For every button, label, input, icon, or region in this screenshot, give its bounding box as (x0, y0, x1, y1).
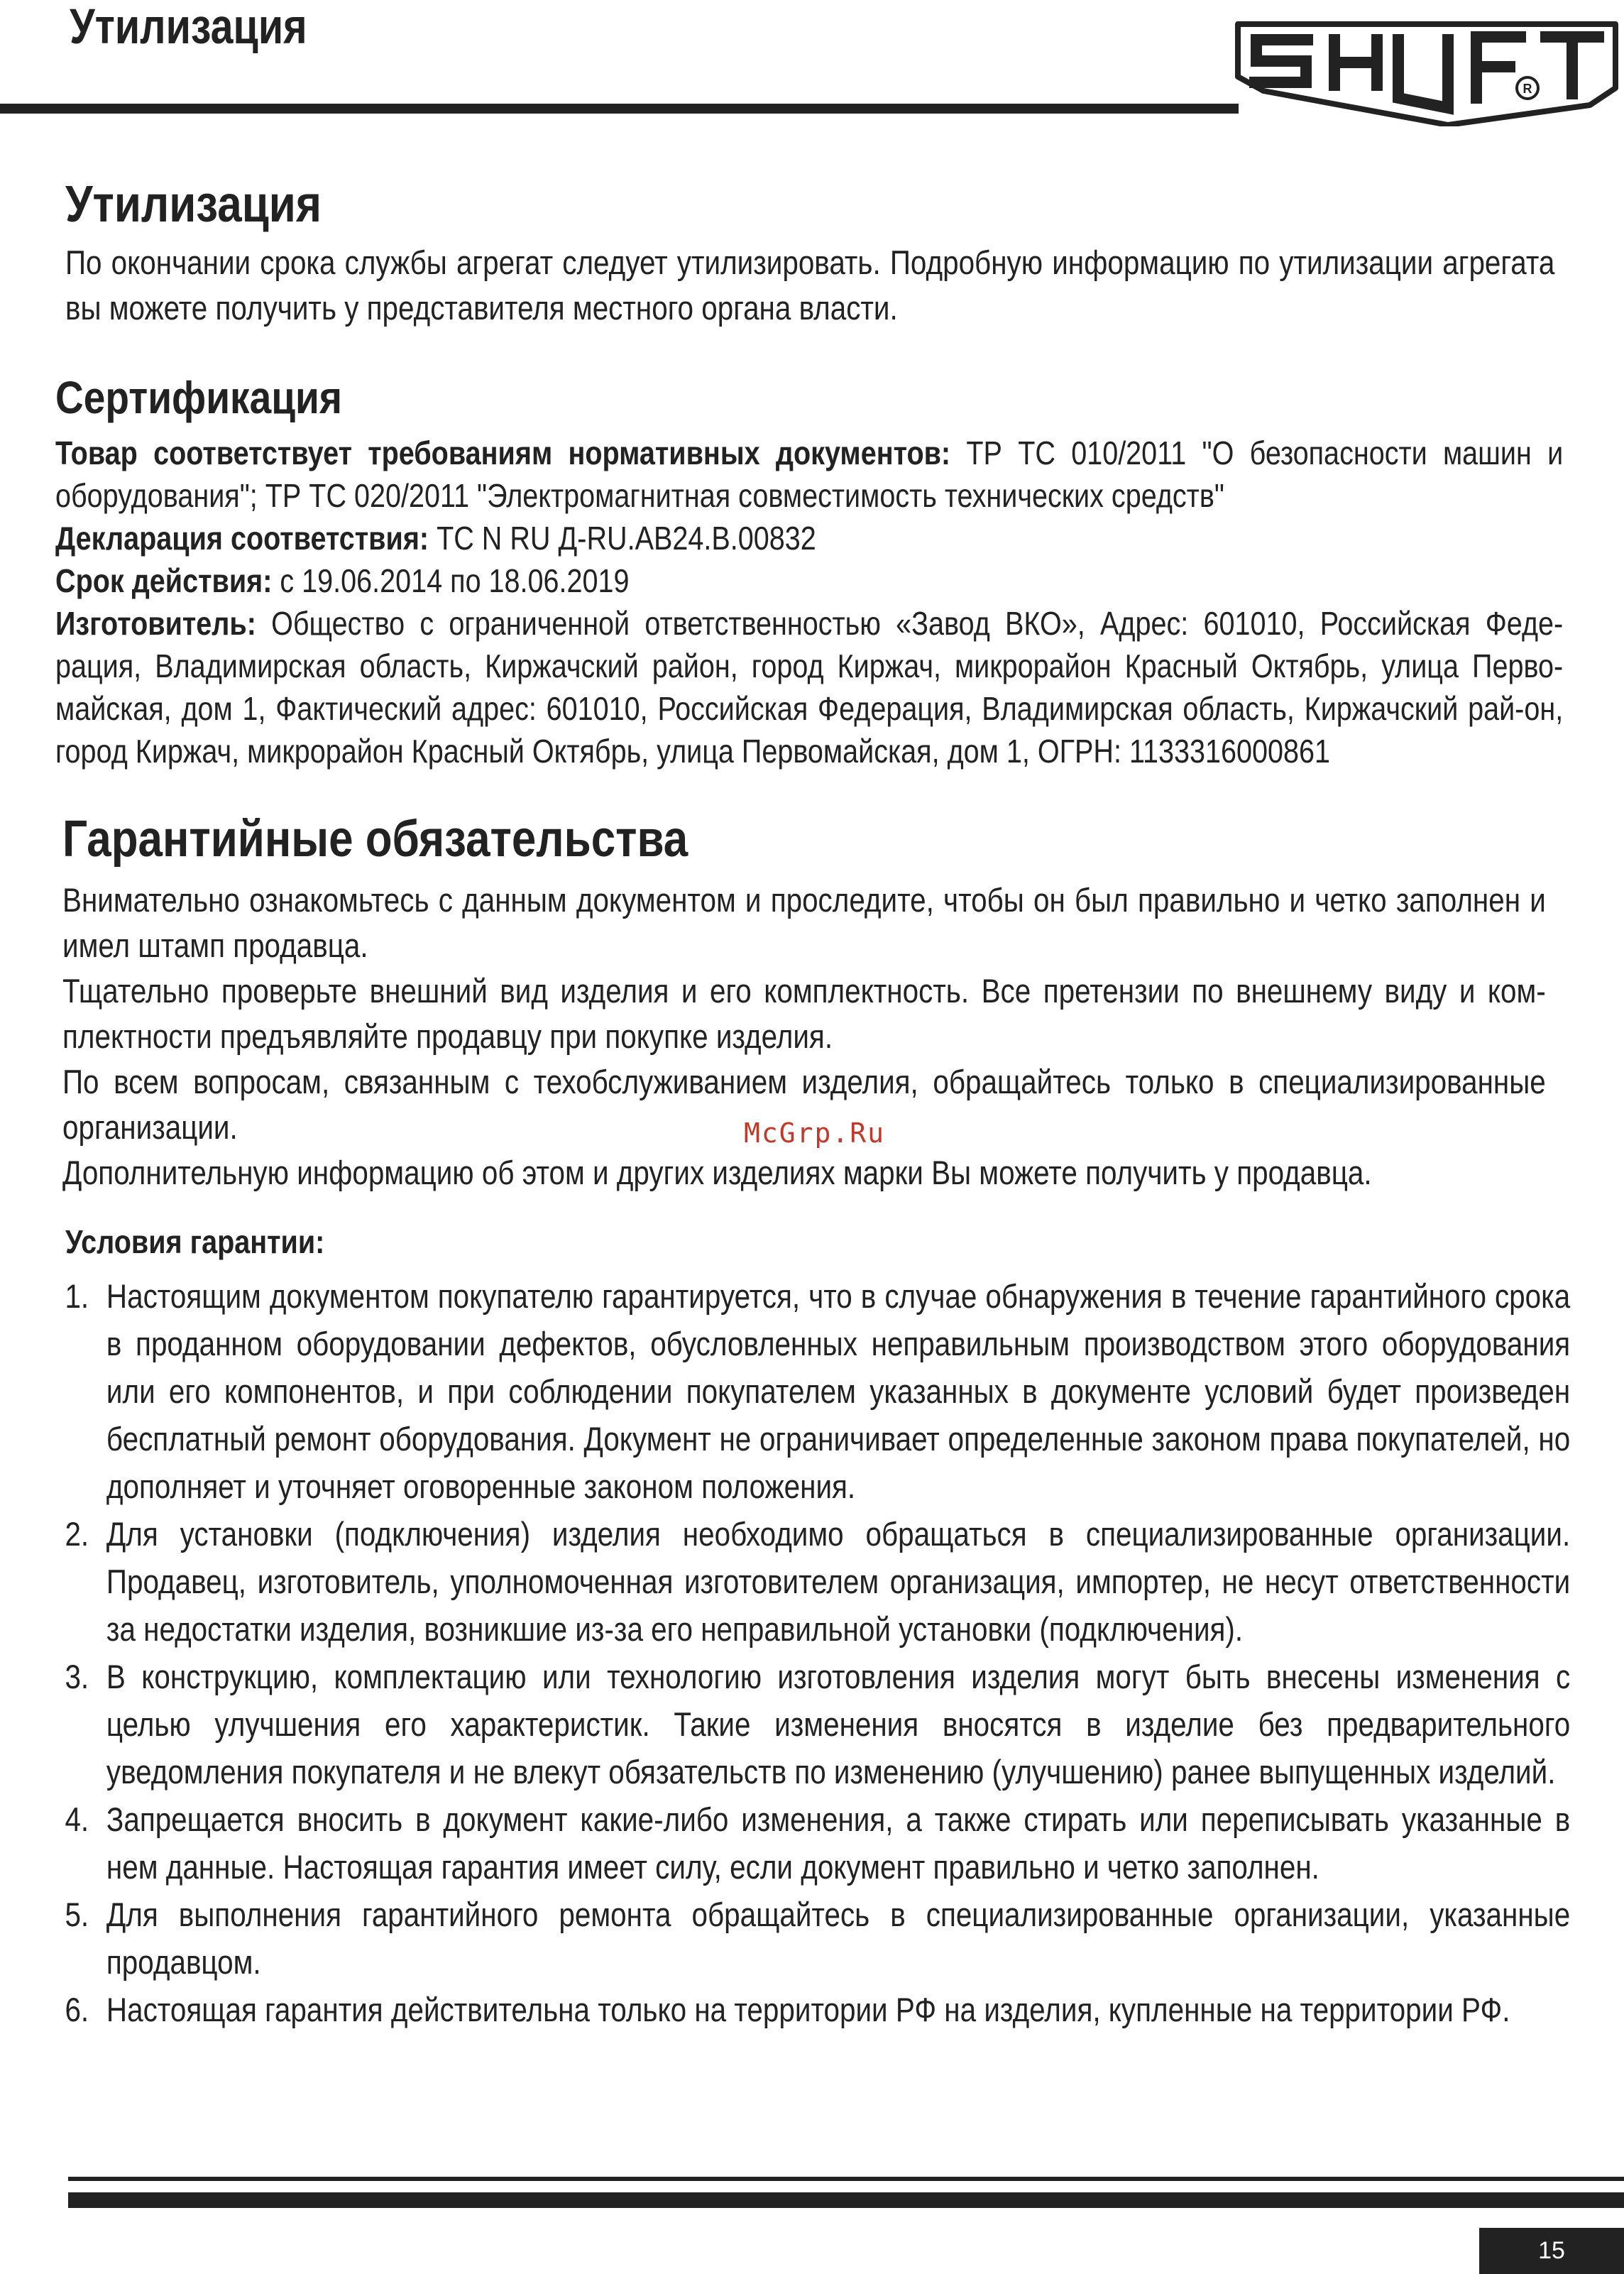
condition-text: Запрещается вносить в документ какие-либо изменения, а также стирать или переписывать указанные в нем данные. Настоящая гарантия имеет силу, если документ правильно и четко заполнен. (106, 1800, 1571, 1886)
warranty-paragraph: По всем вопросам, связанным с техобслуживанием изделия, обращайтесь только в специализированные организации. (62, 1063, 1546, 1146)
condition-item (62, 1653, 1570, 1795)
condition-text: Для выполнения гарантийного ремонта обращайтесь в специализированные организации, указанные продавцом. (106, 1896, 1571, 1981)
content (55, 173, 1621, 2033)
manufacturer-value: Общество с ограниченной ответственностью «Завод ВКО», Адрес: 601010, Российская Феде-рация, Владимирская область, Киржачский район, город Киржач, микрорайон Красный Октябрь, улица Перво-майская, дом 1, Фактический адрес: 601010, Российская Федерация, Владимирская область, Киржачский рай-он, город Киржач, микрорайон Красный Октябрь, улица Первомайская, дом 1, ОГРН: 1133316000861 (55, 605, 1564, 770)
declaration-label: Декларация соответствия: (55, 520, 429, 557)
validity-value: с 19.06.2014 по 18.06.2019 (280, 562, 630, 599)
condition-item (62, 1891, 1570, 1986)
condition-number: 1. (65, 1277, 89, 1315)
condition-number: 4. (65, 1800, 89, 1838)
condition-number: 2. (65, 1515, 89, 1553)
condition-text: В конструкцию, комплектацию или технологию изготовления изделия могут быть внесены изменения с целью улучшения его характеристик. Такие изменения вносятся в изделие без предварительного уведомления покупателя и не влекут обязательств по изменению (улучшению) ранее выпущенных изделий. (106, 1658, 1571, 1791)
header-title: Утилизация (70, 0, 307, 54)
certification-standards (55, 432, 1563, 517)
condition-text: Настоящим документом покупателю гарантируется, что в случае обнаружения в течение гарантийного срока в проданном оборудовании дефектов, обусловленных неправильным производством этого оборудования или его компонентов, и при соблюдении покупателем указанных в документе условий будет произведен бесплатный ремонт оборудования. Документ не ограничивает определенные законом права покупателей, но дополняет и уточняет оговоренные законом положения. (106, 1277, 1571, 1505)
validity-label: Срок действия: (55, 562, 273, 599)
watermark: McGrp.Ru (744, 1117, 886, 1149)
standards-value: ТР ТС 010/2011 "О безопасности машин и оборудования"; ТР ТС 020/2011 "Электромагнитная совместимость технических средств" (55, 434, 1564, 514)
condition-text: Для установки (подключения) изделия необходимо обращаться в специализированные организации. Продавец, изготовитель, уполномоченная изготовителем организация, импортер, не несут ответственности за недостатки изделия, возникшие из-за его неправильной установки (подключения). (106, 1515, 1571, 1648)
condition-item (62, 1272, 1570, 1510)
certification-heading: Сертификация (55, 372, 342, 423)
condition-number: 6. (65, 1991, 89, 2028)
page-number: 15 (1479, 2228, 1624, 2274)
condition-item (62, 1986, 1570, 2033)
condition-number: 5. (65, 1896, 89, 1933)
warranty-section (62, 808, 1621, 2033)
declaration-value: ТС N RU Д-RU.АВ24.В.00832 (437, 520, 816, 557)
header-rule (0, 104, 1239, 114)
condition-number: 3. (65, 1658, 89, 1695)
warranty-paragraph: Внимательно ознакомьтесь с данным документом и проследите, чтобы он был правильно и четко заполнен и имел штамп продавца. (62, 881, 1546, 964)
condition-item (62, 1795, 1570, 1891)
warranty-paragraph: Тщательно проверьте внешний вид изделия и его комплектность. Все претензии по внешнему виду и ком-плектности предъявляйте продавцу при покупке изделия. (62, 972, 1546, 1055)
standards-label: Товар соответствует требованиям нормативных документов: (55, 434, 951, 471)
shuft-logo (1235, 20, 1618, 126)
certification-manufacturer (55, 602, 1563, 772)
footer-rule-thick (68, 2192, 1624, 2208)
condition-item (62, 1510, 1570, 1653)
manufacturer-label: Изготовитель: (55, 605, 256, 642)
certification-validity (55, 559, 1563, 602)
conditions-list (62, 1272, 1621, 2033)
warranty-paragraph: Дополнительную информацию об этом и других изделиях марки Вы можете получить у продавца. (62, 1154, 1372, 1191)
certification-section (55, 369, 1621, 772)
svg-text:R: R (1522, 82, 1532, 96)
condition-text: Настоящая гарантия действительна только на территории РФ на изделия, купленные на территории РФ. (106, 1991, 1510, 2028)
conditions-heading: Условия гарантии: (65, 1223, 325, 1260)
utilization-text: По окончании срока службы агрегат следует утилизировать. Подробную информацию по утилизации агрегата вы можете получить у представителя местного органа власти. (65, 244, 1555, 327)
warranty-heading: Гарантийные обязательства (62, 811, 688, 868)
footer-rule-thin (68, 2177, 1624, 2181)
certification-declaration (55, 517, 1563, 559)
utilization-section (65, 173, 1621, 331)
utilization-heading: Утилизация (65, 176, 322, 233)
